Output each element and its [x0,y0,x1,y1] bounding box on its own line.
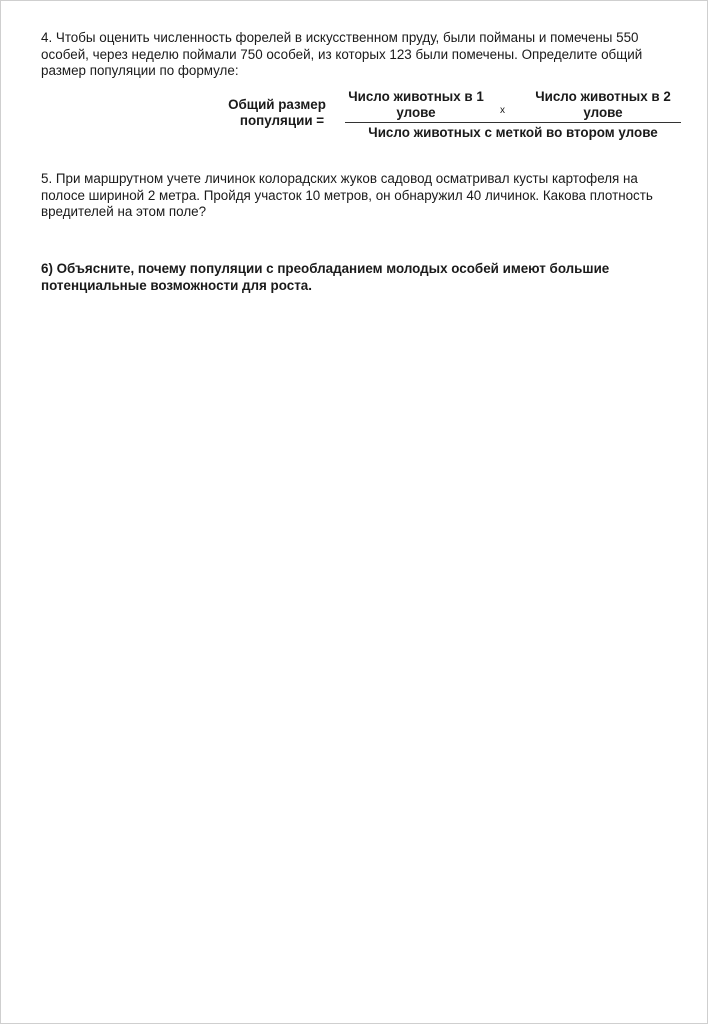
formula-lhs-line2: популяции = [239,113,325,128]
task-5-text [41,171,671,221]
population-formula [0,0,708,150]
formula-numerator-left [346,89,486,121]
task-4-line: размер популяции по формуле: [41,63,239,78]
task-6-text [41,261,671,294]
numerator-right-line2: улове [583,105,623,120]
task-6-line: 6) Объясните, почему популяции с преобладанием молодых особей имеют большие [41,261,610,276]
formula-numerator-right [528,89,678,121]
formula-lhs-line1: Общий размер [228,97,326,112]
task-5-line: полосе шириной 2 метра. Пройдя участок 10 метров, он обнаружил 40 личинок. Какова плотность [41,187,653,203]
numerator-right-line1: Число животных в 2 [535,89,671,104]
task-4-line: 4. Чтобы оценить численность форелей в искусственном пруду, были пойманы и помечены 550 [41,30,639,45]
formula-multiply-sign: x [500,105,505,116]
task-6-line: потенциальные возможности для роста. [41,277,312,293]
formula-denominator: Число животных с меткой во втором улове [368,125,658,140]
numerator-left-line1: Число животных в 1 [348,89,484,104]
task-5-line: 5. При маршрутном учете личинок колорадских жуков садовод осматривал кусты картофеля на [41,171,638,186]
task-4-line: особей, через неделю поймали 750 особей, из которых 123 были помечены. Определите общий [41,46,643,62]
numerator-left-line2: улове [396,105,436,120]
task-5-line: вредителей на этом поле? [41,204,207,219]
fraction-line [345,122,681,123]
